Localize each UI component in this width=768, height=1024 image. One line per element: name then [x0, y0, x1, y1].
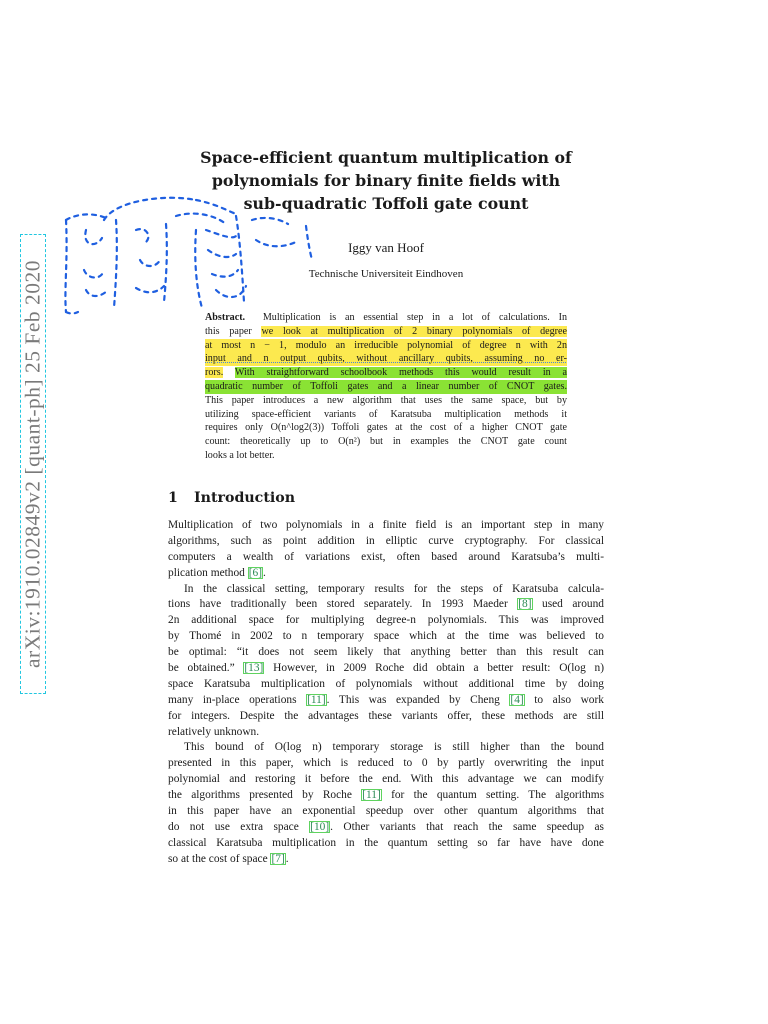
introduction-body [168, 518, 604, 868]
body-line: do not use extra space [10]. Other variants that reach the same speedup as [168, 820, 604, 833]
body-line: the algorithms presented by Roche [11] for the quantum setting. The algorithms [168, 789, 605, 802]
body-line: be obtained.” [13] However, in 2009 Roche did obtain a better result: O(log n) [168, 662, 604, 675]
citation-link[interactable]: [13] [244, 662, 264, 675]
abstract-line-7: This paper introduces a new algorithm that uses the same space, but by [205, 394, 567, 406]
citation-link[interactable]: [8] [518, 598, 532, 611]
body-line: In the classical setting, temporary results for the steps of Karatsuba calcula- [184, 582, 604, 595]
author-name: Iggy van Hoof [348, 240, 424, 255]
body-line: This bound of O(log n) temporary storage is still higher than the bound [184, 741, 604, 754]
body-line: in this paper have an exponential speedup over other quantum algorithms that [168, 805, 604, 818]
abstract-line-4: input and n output qubits, without ancillary qubits, assuming no er- [205, 353, 567, 365]
abstract-line-3: at most n − 1, modulo an irreducible polynomial of degree n with 2n [205, 339, 567, 351]
abstract-line-9: requires only O(n^log2(3)) Toffoli gates at the cost of a higher CNOT gate [205, 422, 567, 434]
highlight-yellow: we look at multiplication of 2 binary polynomials of degree [261, 325, 568, 337]
highlight-green: With straightforward schoolbook methods this would result in a [234, 367, 567, 379]
title-line-1: Space-efficient quantum multiplication of [200, 148, 572, 167]
body-line: so at the cost of space [7]. [168, 852, 289, 865]
section-title: Introduction [194, 490, 296, 506]
body-line: space Karatsuba multiplication of polynomials without additional time by doing [168, 677, 604, 690]
body-line: 2n additional space for multiplying degree-n polynomials. This was improved [168, 614, 604, 627]
abstract-line-5: rors. With straightforward schoolbook methods this would result in a [205, 367, 567, 379]
citation-link[interactable]: [6] [248, 566, 263, 579]
paper-title [168, 146, 604, 215]
body-line: polynomial and restoring it before the end. With this advantage we can modify [168, 773, 604, 786]
body-line: algorithms, such as point addition in elliptic curve cryptography. For classical [168, 534, 604, 547]
abstract-line-1: Abstract. Multiplication is an essential step in a lot of calculations. In [205, 312, 568, 323]
title-line-3: sub-quadratic Toffoli gate count [243, 194, 529, 213]
abstract-line-11: looks a lot better. [205, 449, 275, 461]
body-line: relatively unknown. [168, 725, 260, 738]
abstract-line-10: count: theoretically up to O(n²) but in examples the CNOT gate count [205, 436, 567, 448]
body-line: presented in this paper, which is reduced to 0 by partly overwriting the input [168, 757, 604, 770]
abstract [205, 311, 567, 463]
body-line: tions have traditionally been stored separately. In 1993 Maeder [8] used around [168, 598, 604, 611]
body-line: computers a wealth of variations exist, often based around Karatsuba’s multi- [168, 550, 604, 563]
title-line-2: polynomials for binary finite fields with [211, 171, 561, 190]
arxiv-identifier [20, 234, 46, 694]
body-line: classical Karatsuba multiplication in the quantum setting so far have have done [168, 836, 604, 849]
body-line: by Thomé in 2002 to n temporary space which at the time was believed to [168, 630, 604, 643]
section-heading [168, 490, 295, 506]
citation-link[interactable]: [10] [310, 820, 330, 833]
abstract-line-6: quadratic number of Toffoli gates and a linear number of CNOT gates. [205, 380, 567, 392]
citation-link[interactable]: [4] [510, 693, 524, 706]
abstract-line-2: this paper we look at multiplication of 2 binary polynomials of degree [205, 325, 568, 337]
arxiv-identifier-text: arXiv:1910.02849v2 [quant-ph] 25 Feb 2020 [20, 259, 45, 669]
body-line: for integers. Despite the advantages these variants offer, these methods are still [168, 709, 604, 722]
abstract-label: Abstract. [205, 312, 246, 323]
body-line: Multiplication of two polynomials in a finite field is an important step in many [168, 519, 604, 531]
section-number: 1 [168, 490, 178, 506]
body-line: be optimal: “it does not seem likely that anything better than this result can [168, 646, 604, 659]
author-affiliation: Technische Universiteit Eindhoven [308, 268, 464, 280]
citation-link[interactable]: [11] [362, 789, 381, 802]
body-line: many in-place operations [11]. This was expanded by Cheng [4] to also work [168, 693, 604, 706]
body-line: plication method [6]. [168, 566, 266, 579]
citation-link[interactable]: [11] [307, 693, 326, 706]
citation-link[interactable]: [7] [271, 852, 285, 865]
abstract-line-8: utilizing space-efficient variants of Karatsuba multiplication methods it [205, 408, 567, 420]
